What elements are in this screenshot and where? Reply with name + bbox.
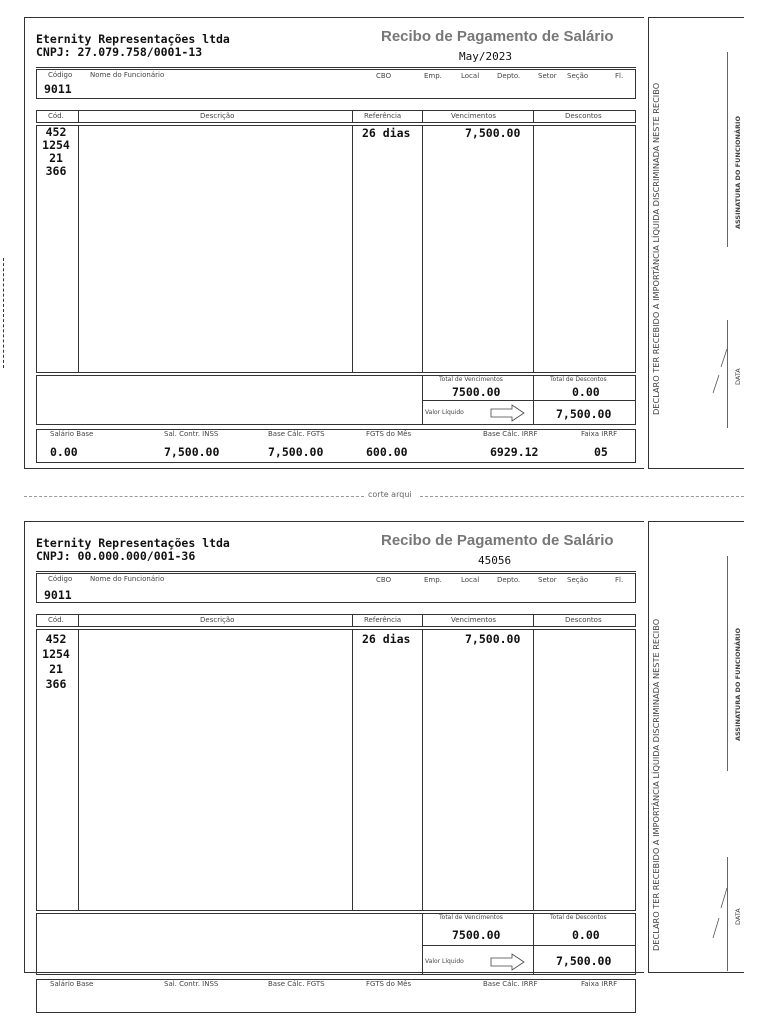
table-row-code: 452 [45,632,67,646]
label-fgts-mes: FGTS do Mês [366,430,412,438]
label-cbo: CBO [376,576,392,584]
col-descontos: Descontos [565,112,602,120]
label-codigo: Código [48,71,73,79]
table-row-code: 21 [49,662,63,676]
col-cod: Cód. [48,112,64,120]
receipt-signature-frame [648,17,744,469]
total-vencimentos-value: 7500.00 [452,385,501,399]
salario-base-value: 0.00 [50,445,78,459]
date-slashes-icon [709,886,733,942]
bases-box [36,979,636,1013]
assinatura-label: ASSINATURA DO FUNCIONÁRIO [734,116,742,229]
valor-liquido-value: 7,500.00 [556,407,612,421]
label-secao: Seção [567,72,589,80]
company-header [36,537,230,563]
label-total-descontos: Total de Descontos [550,914,607,921]
col-referencia: Referência [364,616,402,624]
company-name: Eternity Representações ltda [36,536,230,550]
table-body [36,629,636,911]
label-emp: Emp. [424,576,442,584]
data-label: DATA [734,908,742,925]
label-fl: Fl. [615,576,624,584]
base-calc-irrf-value: 6929.12 [490,445,539,459]
company-header [36,33,230,59]
cut-line [24,490,744,500]
label-salario-base: Salário Base [50,980,94,988]
date-slashes-icon [709,347,733,397]
employee-code: 9011 [44,588,72,602]
label-nome: Nome do Funcionário [90,71,165,79]
referencia-value: 26 dias [362,126,411,140]
sal-contr-inss-value: 7,500.00 [164,445,220,459]
faixa-irrf-value: 05 [594,445,608,459]
arrow-right-icon [490,404,526,422]
company-cnpj: CNPJ: 00.000.000/001-36 [36,549,196,563]
label-setor: Setor [538,72,557,80]
left-margin-marks [3,258,4,368]
label-depto: Depto. [497,72,521,80]
table-row-code: 366 [45,677,67,691]
period: May/2023 [459,50,512,63]
label-sal-contr-inss: Sal. Contr. INSS [164,980,219,988]
label-base-calc-fgts: Base Cálc. FGTS [268,980,325,988]
vencimento-value: 7,500.00 [465,126,521,140]
receipt-title: Recibo de Pagamento de Salário [381,28,614,45]
col-referencia: Referência [364,112,402,120]
total-vencimentos-value: 7500.00 [452,928,501,942]
fgts-mes-value: 600.00 [366,445,408,459]
label-cbo: CBO [376,72,392,80]
declaro-text: DECLARO TER RECEBIDO A IMPORTÂNCIA LÍQUIDA DISCRIMINADA NESTE RECIBO [651,618,661,951]
table-row-code: 1254 [42,138,70,152]
col-cod: Cód. [48,616,64,624]
codes-list [42,632,76,692]
label-fgts-mes: FGTS do Mês [366,980,412,988]
label-local: Local [461,72,480,80]
label-depto: Depto. [497,576,521,584]
bases-box [36,429,636,463]
table-row-code: 452 [45,125,67,139]
total-descontos-value: 0.00 [572,928,600,942]
label-nome: Nome do Funcionário [90,575,165,583]
label-base-calc-irrf: Base Cálc. IRRF [483,430,538,438]
receipt-1 [24,17,744,472]
label-codigo: Código [48,575,73,583]
arrow-right-icon [490,953,526,971]
signature-line [727,556,728,771]
label-valor-liquido: Valor Líquido [425,958,464,965]
label-setor: Setor [538,576,557,584]
signature-line [727,52,728,247]
period: 45056 [478,554,512,567]
label-emp: Emp. [424,72,442,80]
label-salario-base: Salário Base [50,430,94,438]
receipt-title: Recibo de Pagamento de Salário [381,532,614,549]
header-underline [36,571,636,572]
col-vencimentos: Vencimentos [451,616,497,624]
label-faixa-irrf: Faixa IRRF [581,980,618,988]
assinatura-label: ASSINATURA DO FUNCIONÁRIO [734,628,742,741]
label-secao: Seção [567,576,589,584]
table-row-code: 21 [49,151,63,165]
label-local: Local [461,576,480,584]
col-descricao: Descrição [200,616,235,624]
total-descontos-value: 0.00 [572,385,600,399]
label-total-vencimentos: Total de Vencimentos [439,376,503,383]
company-cnpj: CNPJ: 27.079.758/0001-13 [36,45,203,59]
col-vencimentos: Vencimentos [451,112,497,120]
label-sal-contr-inss: Sal. Contr. INSS [164,430,219,438]
table-header [36,110,636,123]
employee-code: 9011 [44,82,72,96]
company-name: Eternity Representações ltda [36,32,230,46]
header-underline [36,67,636,68]
label-fl: Fl. [615,72,624,80]
label-valor-liquido: Valor Líquido [425,409,464,416]
codes-list [42,125,76,178]
table-row-code: 366 [45,164,67,178]
declaro-text: DECLARO TER RECEBIDO A IMPORTÂNCIA LÍQUIDA DISCRIMINADA NESTE RECIBO [651,82,661,415]
receipt-2 [24,521,744,1024]
base-calc-fgts-value: 7,500.00 [268,445,324,459]
label-base-calc-irrf: Base Cálc. IRRF [483,980,538,988]
totals-box [36,913,636,975]
cut-label: corte arqui [368,490,412,499]
table-row-code: 1254 [42,647,70,661]
label-base-calc-fgts: Base Cálc. FGTS [268,430,325,438]
vencimento-value: 7,500.00 [465,632,521,646]
label-faixa-irrf: Faixa IRRF [581,430,618,438]
col-descricao: Descrição [200,112,235,120]
label-total-descontos: Total de Descontos [550,376,607,383]
data-label: DATA [734,368,742,385]
referencia-value: 26 dias [362,632,411,646]
col-descontos: Descontos [565,616,602,624]
table-body [36,125,636,373]
table-header [36,614,636,627]
label-total-vencimentos: Total de Vencimentos [439,914,503,921]
valor-liquido-value: 7,500.00 [556,954,612,968]
